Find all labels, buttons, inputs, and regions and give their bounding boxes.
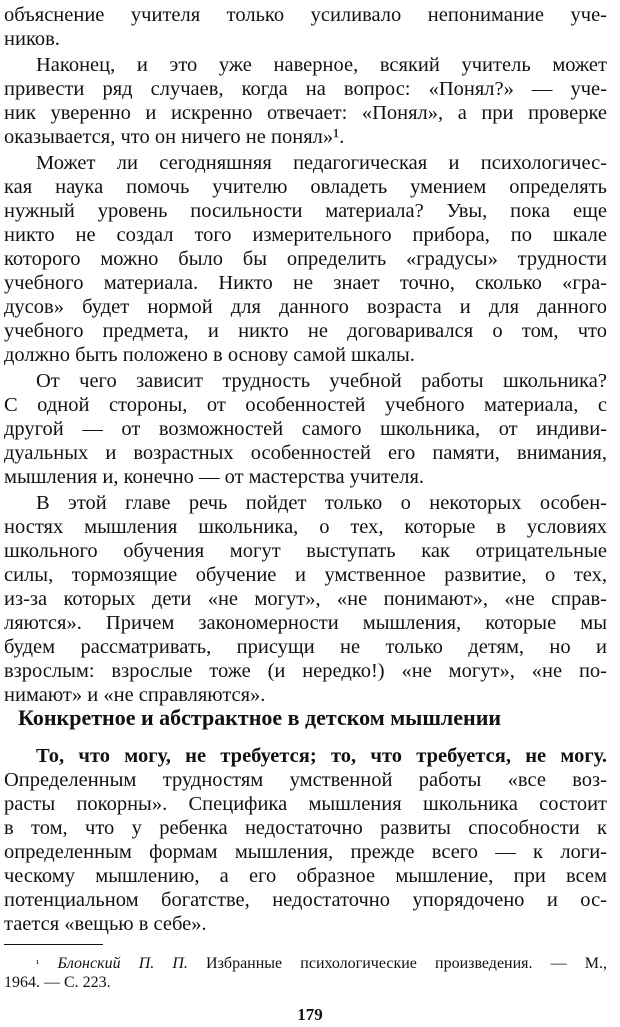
text-line: расты покорны». Специфика мышления школьника состоит: [4, 793, 607, 815]
text-line: Наконец, и это уже наверное, всякий учитель может: [36, 54, 607, 76]
text-line: потенциальном богатстве, недостаточно упорядочено и ос-: [4, 889, 607, 911]
text-line: мышления и, конечно — от мастерства учителя.: [4, 466, 425, 488]
section-heading: Конкретное и абстрактное в детском мышлении: [18, 705, 502, 730]
text-line: дусов» будет нормой для данного возраста и для данного: [4, 296, 607, 318]
text-line: От чего зависит трудность учебной работы школьника?: [36, 370, 607, 392]
text-line: должно быть положено в основу самой шкалы.: [4, 344, 415, 366]
text-line: объяснение учителя только усиливало непонимание уче-: [4, 4, 607, 26]
text-line: учебного материала. Никто не знает точно, сколько «гра-: [4, 272, 607, 294]
footnote-marker: ¹: [36, 958, 40, 970]
text-line: оказывается, что он ничего не понял»¹.: [4, 126, 345, 148]
footnote-divider: [4, 944, 103, 945]
text-line: силы, тормозящие обучение и умственное развитие, о тех,: [4, 564, 607, 586]
footnote-line-2: 1964. — С. 223.: [4, 974, 111, 991]
text-line: определенным формам мышления, прежде всего — к логи-: [4, 841, 607, 863]
text-line: дуальных и возрастных особенностей его памяти, внимания,: [4, 442, 607, 464]
text-line: ников.: [4, 28, 60, 50]
text-line: ник уверенно и искренно отвечает: «Понял», а при проверке: [4, 102, 607, 124]
section-lead-line: То, что могу, не требуется; то, что требуется, не могу.: [36, 745, 607, 767]
text-line: учебного предмета, и никто не договаривался о том, что: [4, 320, 607, 342]
text-line: привести ряд случаев, когда на вопрос: «Понял?» — уче-: [4, 78, 607, 100]
footnote-author: Блонский П. П.: [57, 955, 188, 972]
text-line: взрослым: взрослые тоже (и нередко!) «не могут», «не по-: [4, 660, 607, 682]
text-line: нужный уровень посильности материала? Увы, пока еще: [4, 200, 607, 222]
text-line: Может ли сегодняшняя педагогическая и психологичес-: [36, 152, 607, 174]
text-line: из-за которых дети «не могут», «не понимают», «не справ-: [4, 588, 607, 610]
text-line: нимают» и «не справляются».: [4, 684, 266, 706]
footnote-text: Избранные психологические произведения. — М.,: [187, 955, 607, 972]
text-line: В этой главе речь пойдет только о некоторых особен-: [36, 492, 607, 514]
text-line: другой — от возможностей самого школьника, от индиви-: [4, 418, 607, 440]
text-line: ляются». Причем закономерности мышления, которые мы: [4, 612, 607, 634]
text-line: в том, что у ребенка недостаточно развиты способности к: [4, 817, 607, 839]
text-line: которого можно было бы определить «градусы» трудности: [4, 248, 607, 270]
text-line: ческому мышлению, а его образное мышление, при всем: [4, 865, 607, 887]
text-line: будем рассматривать, присущи не только детям, но и: [4, 636, 607, 658]
text-line: С одной стороны, от особенностей учебного материала, с: [4, 394, 607, 416]
text-line: ностях мышления школьника, о тех, которые в условиях: [4, 516, 607, 538]
text-line: никто не создал того измерительного прибора, по шкале: [4, 224, 607, 246]
text-line: Определенным трудностям умственной работы «все воз-: [4, 769, 607, 791]
text-line: тается «вещью в себе».: [4, 913, 207, 935]
text-line: кая наука помочь учителю овладеть умением определять: [4, 176, 607, 198]
page-number: 179: [297, 1005, 323, 1024]
footnote-line: [4, 954, 607, 974]
text-line: школьного обучения могут выступать как отрицательные: [4, 540, 607, 562]
